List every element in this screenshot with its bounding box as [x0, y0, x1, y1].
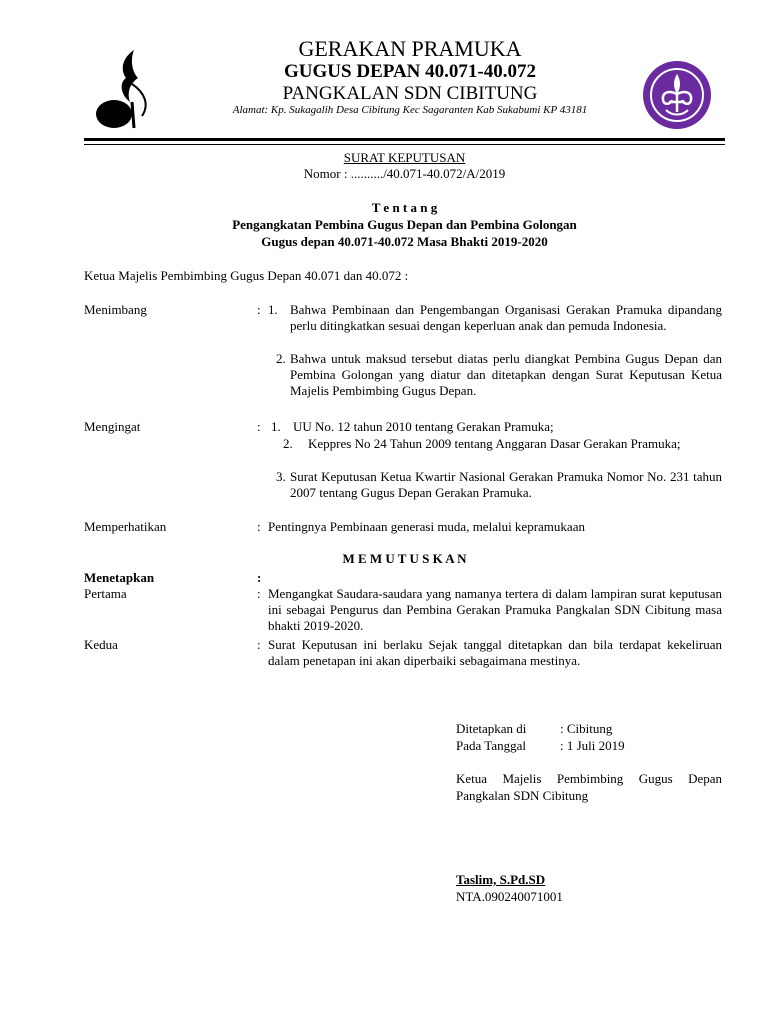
mengingat-item-3-number: 3.: [276, 469, 286, 484]
pertama-text: Mengangkat Saudara-saudara yang namanya tertera di dalam lampiran surat keputusan ini sebagai Pengurus dan Pembina Gerakan Pramuka Pangkalan SDN Cibitung masa bhakti 2019-2020.: [268, 586, 722, 633]
decision-heading: M E M U T U S K A N: [342, 551, 467, 566]
signer-role-line-2: Pangkalan SDN Cibitung: [456, 788, 589, 803]
mengingat-colon: :: [257, 419, 261, 434]
kedua-label: Kedua: [84, 637, 118, 652]
menimbang-item-2: Bahwa untuk maksud tersebut diatas perlu diangkat Pembina Gugus Depan dan Pembina Golongan yang diatur dan ditetapkan dengan Surat Keputusan Ketua Majelis Pembimbing Gugus Depan.: [290, 351, 722, 398]
memperhatikan-colon: :: [257, 519, 261, 534]
memperhatikan-text: Pentingnya Pembinaan generasi muda, melalui kepramukaan: [268, 519, 585, 534]
place-value: : Cibitung: [560, 721, 613, 736]
kedua-text: Surat Keputusan ini berlaku Sejak tanggal ditetapkan dan bila terdapat kekeliruan dalam penetapan ini akan diperbaiki sebagaimana mestinya.: [268, 637, 722, 668]
signer-name: Taslim, S.Pd.SD: [456, 872, 546, 887]
date-value: : 1 Juli 2019: [560, 738, 625, 753]
header-rule-thin: [84, 144, 725, 145]
date-label: Pada Tanggal: [456, 738, 526, 753]
doc-type: SURAT KEPUTUSAN: [343, 150, 466, 165]
menimbang-item-1: Bahwa Pembinaan dan Pengembangan Organisasi Gerakan Pramuka dipandang perlu ditingkatkan sesuai dengan keperluan anak dan pemuda Indonesia.: [290, 302, 722, 333]
mengingat-label: Mengingat: [84, 419, 141, 434]
address: Alamat: Kp. Sukagalih Desa Cibitung Kec Sagaranten Kab Sukabumi KP 43181: [232, 104, 588, 116]
mengingat-item-1-number: 1.: [271, 419, 281, 434]
signer-role-line-1: Ketua Majelis Pembimbing Gugus Depan: [456, 771, 722, 786]
doc-number: Nomor : ........../40.071-40.072/A/2019: [303, 166, 506, 181]
menimbang-item-2-number: 2.: [276, 351, 286, 366]
doc-subject-line-1: Pengangkatan Pembina Gugus Depan dan Pembina Golongan: [232, 217, 577, 232]
menetapkan-label: Menetapkan: [84, 570, 155, 585]
world-scout-emblem-logo: [642, 60, 712, 130]
menetapkan-colon: :: [257, 570, 262, 585]
unit-name: GUGUS DEPAN 40.071-40.072: [284, 61, 536, 82]
memperhatikan-label: Memperhatikan: [84, 519, 167, 534]
mengingat-item-2-number: 2.: [283, 436, 293, 451]
pertama-colon: :: [257, 586, 261, 601]
doc-subject-line-2: Gugus depan 40.071-40.072 Masa Bhakti 2019-2020: [261, 234, 548, 249]
mengingat-item-1: UU No. 12 tahun 2010 tentang Gerakan Pramuka;: [293, 419, 554, 434]
pertama-label: Pertama: [84, 586, 127, 601]
signer-nta: NTA.090240071001: [456, 889, 563, 904]
mengingat-item-2: Keppres No 24 Tahun 2009 tentang Anggaran Dasar Gerakan Pramuka;: [308, 436, 681, 451]
header-rule-thick: [84, 138, 725, 141]
kedua-colon: :: [257, 637, 261, 652]
menimbang-item-1-number: 1.: [268, 302, 278, 317]
org-name: GERAKAN PRAMUKA: [298, 36, 522, 61]
base-name: PANGKALAN SDN CIBITUNG: [282, 83, 538, 104]
menimbang-colon: :: [257, 302, 261, 317]
doc-about: T e n t a n g: [371, 200, 438, 215]
intro-text: Ketua Majelis Pembimbing Gugus Depan 40.071 dan 40.072 :: [84, 268, 409, 283]
menimbang-label: Menimbang: [84, 302, 147, 317]
tunas-kelapa-logo: [92, 48, 168, 134]
mengingat-item-3: Surat Keputusan Ketua Kwartir Nasional Gerakan Pramuka Nomor No. 231 tahun 2007 tentang Gugus Depan Gerakan Pramuka.: [290, 469, 722, 500]
place-label: Ditetapkan di: [456, 721, 527, 736]
